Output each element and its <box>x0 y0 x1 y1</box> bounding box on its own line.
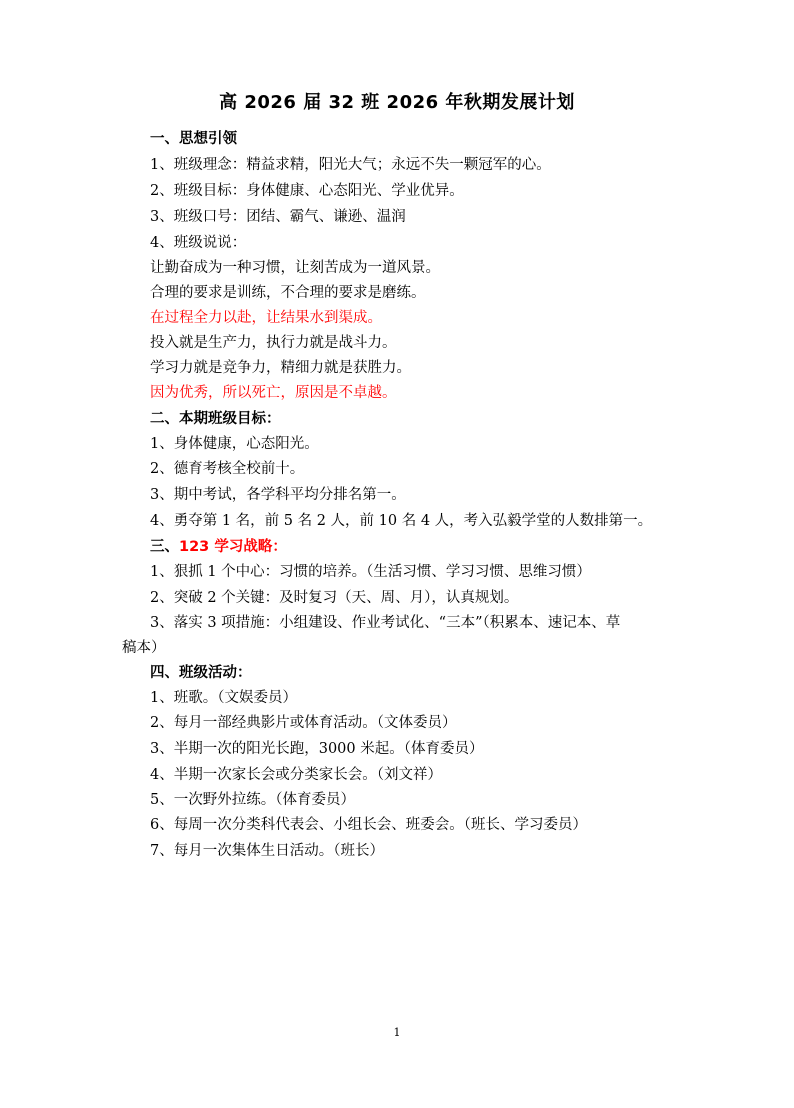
list-item: 2、突破 2 个关键：及时复习（天、周、月），认真规划。 <box>150 590 519 606</box>
list-item: 4、班级说说： <box>150 235 247 251</box>
list-item: 2、班级目标：身体健康、心态阳光、学业优异。 <box>150 183 464 199</box>
heading-prefix: 三、 <box>150 539 179 555</box>
list-item: 6、每周一次分类科代表会、小组长会、班委会。（班长、学习委员） <box>150 817 587 833</box>
list-item: 5、一次野外拉练。（体育委员） <box>150 792 355 808</box>
list-item: 3、半期一次的阳光长跑，3000 米起。（体育委员） <box>150 741 484 757</box>
class-saying: 让勤奋成为一种习惯，让刻苦成为一道风景。 <box>150 260 440 276</box>
heading-highlight: 123 学习战略： <box>179 539 287 555</box>
class-saying: 投入就是生产力，执行力就是战斗力。 <box>150 335 397 351</box>
list-item: 1、身体健康，心态阳光。 <box>150 436 319 452</box>
class-saying: 学习力就是竞争力，精细力就是获胜力。 <box>150 360 411 376</box>
list-item: 3、落实 3 项措施：小组建设、作业考试化、“三本”（积累本、速记本、草 <box>150 615 621 631</box>
list-item: 3、班级口号：团结、霸气、谦逊、温润 <box>150 209 406 225</box>
list-item-continuation: 稿本） <box>122 640 166 656</box>
list-item: 4、勇夺第 1 名，前 5 名 2 人，前 10 名 4 人，考入弘毅学堂的人数排第一。 <box>150 513 653 529</box>
class-saying-highlighted: 因为优秀，所以死亡，原因是不卓越。 <box>150 385 397 401</box>
list-item: 1、班级理念：精益求精，阳光大气；永远不失一颗冠军的心。 <box>150 157 551 173</box>
class-saying-highlighted: 在过程全力以赴，让结果水到渠成。 <box>150 310 382 326</box>
list-item: 2、每月一部经典影片或体育活动。（文体委员） <box>150 715 457 731</box>
list-item: 4、半期一次家长会或分类家长会。（刘文祥） <box>150 767 442 783</box>
list-item: 2、德育考核全校前十。 <box>150 461 305 477</box>
section-heading-strategy <box>150 536 287 558</box>
document-title: 高 2026 届 32 班 2026 年秋期发展计划 <box>219 92 575 113</box>
list-item: 1、班歌。（文娱委员） <box>150 690 297 706</box>
class-saying: 合理的要求是训练，不合理的要求是磨练。 <box>150 285 426 301</box>
page-number: 1 <box>393 1026 401 1039</box>
section-heading-goals: 二、本期班级目标： <box>150 411 281 427</box>
section-heading-ideology: 一、思想引领 <box>150 131 237 147</box>
section-heading-activities: 四、班级活动： <box>150 665 252 681</box>
list-item: 1、狠抓 1 个中心：习惯的培养。（生活习惯、学习习惯、思维习惯） <box>150 564 591 580</box>
list-item: 7、每月一次集体生日活动。（班长） <box>150 843 384 859</box>
list-item: 3、期中考试，各学科平均分排名第一。 <box>150 487 406 503</box>
